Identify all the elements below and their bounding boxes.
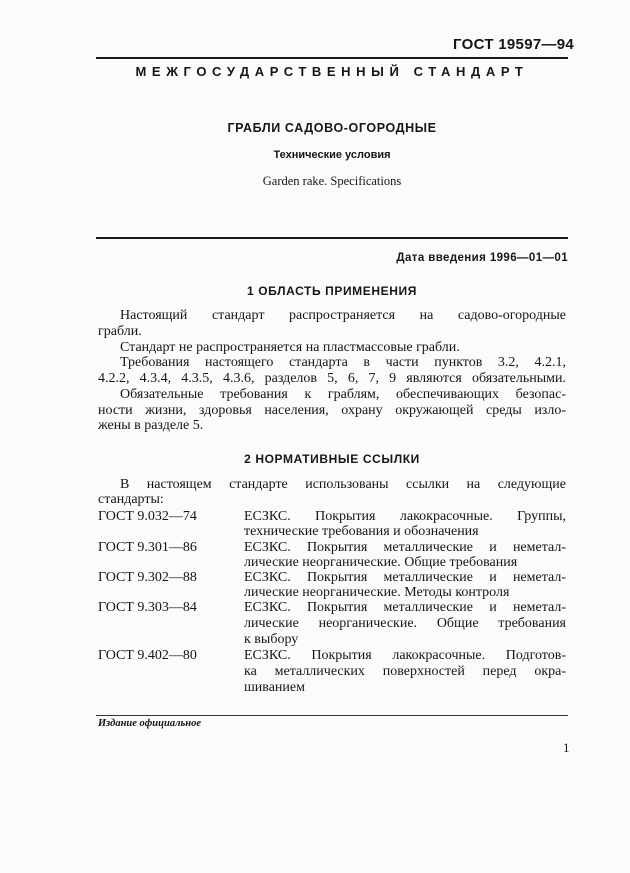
introduction-date: Дата введения 1996—01—01 xyxy=(396,252,568,264)
reference-text-line: лические неорганические. Общие требования xyxy=(244,616,566,631)
document-code: ГОСТ 19597—94 xyxy=(453,36,575,53)
reference-text-line: технические требования и обозначения xyxy=(244,524,479,539)
paragraph-line: Стандарт не распространяется на пластмассовые грабли. xyxy=(120,340,460,355)
section-heading-scope: 1 ОБЛАСТЬ ПРИМЕНЕНИЯ xyxy=(247,284,417,298)
reference-code: ГОСТ 9.302—88 xyxy=(98,570,197,585)
paragraph-line: Обязательные требования к граблям, обеспечивающих безопас- xyxy=(120,387,566,402)
paragraph-line: ности жизни, здоровья населения, охрану окружающей среды изло- xyxy=(98,403,566,418)
reference-text-line: ка металлических поверхностей перед окра- xyxy=(244,664,566,679)
top-rule xyxy=(96,57,568,59)
document-subtitle: Технические условия xyxy=(273,149,391,161)
reference-code: ГОСТ 9.301—86 xyxy=(98,540,197,555)
reference-text-line: к выбору xyxy=(244,632,299,647)
reference-text-line: ЕСЗКС. Покрытия металлические и неметал- xyxy=(244,540,566,555)
reference-text-line: ЕСЗКС. Покрытия лакокрасочные. Группы, xyxy=(244,509,566,524)
reference-text-line: ЕСЗКС. Покрытия лакокрасочные. Подготов- xyxy=(244,648,566,663)
reference-text-line: лические неорганические. Общие требования xyxy=(244,555,518,570)
official-edition-note: Издание официальное xyxy=(98,718,202,729)
document-title-english: Garden rake. Specifications xyxy=(262,174,402,188)
reference-text-line: шиванием xyxy=(244,680,305,695)
reference-text-line: ЕСЗКС. Покрытия металлические и неметал- xyxy=(244,600,566,615)
reference-code: ГОСТ 9.402—80 xyxy=(98,648,197,663)
reference-text-line: ЕСЗКС. Покрытия металлические и неметал- xyxy=(244,570,566,585)
paragraph-line: Настоящий стандарт распространяется на садово-огородные xyxy=(120,308,566,323)
page-number: 1 xyxy=(563,740,570,755)
reference-text-line: лические неорганические. Методы контроля xyxy=(244,585,510,600)
paragraph-line: Требования настоящего стандарта в части пунктов 3.2, 4.2.1, xyxy=(120,355,566,370)
paragraph-line: грабли. xyxy=(98,324,142,339)
paragraph-line: В настоящем стандарте использованы ссылки на следующие xyxy=(120,477,566,492)
section-heading-references: 2 НОРМАТИВНЫЕ ССЫЛКИ xyxy=(244,452,420,466)
title-rule xyxy=(96,237,568,239)
paragraph-line: 4.2.2, 4.3.4, 4.3.5, 4.3.6, разделов 5, 6, 7, 9 являются обязательными. xyxy=(98,371,566,386)
paragraph-line: жены в разделе 5. xyxy=(98,418,204,433)
footer-rule xyxy=(96,715,568,716)
paragraph-line: стандарты: xyxy=(98,492,164,507)
reference-code: ГОСТ 9.032—74 xyxy=(98,509,197,524)
standard-series: МЕЖГОСУДАРСТВЕННЫЙ СТАНДАРТ xyxy=(135,64,529,79)
reference-code: ГОСТ 9.303—84 xyxy=(98,600,197,615)
document-title: ГРАБЛИ САДОВО-ОГОРОДНЫЕ xyxy=(227,121,437,135)
